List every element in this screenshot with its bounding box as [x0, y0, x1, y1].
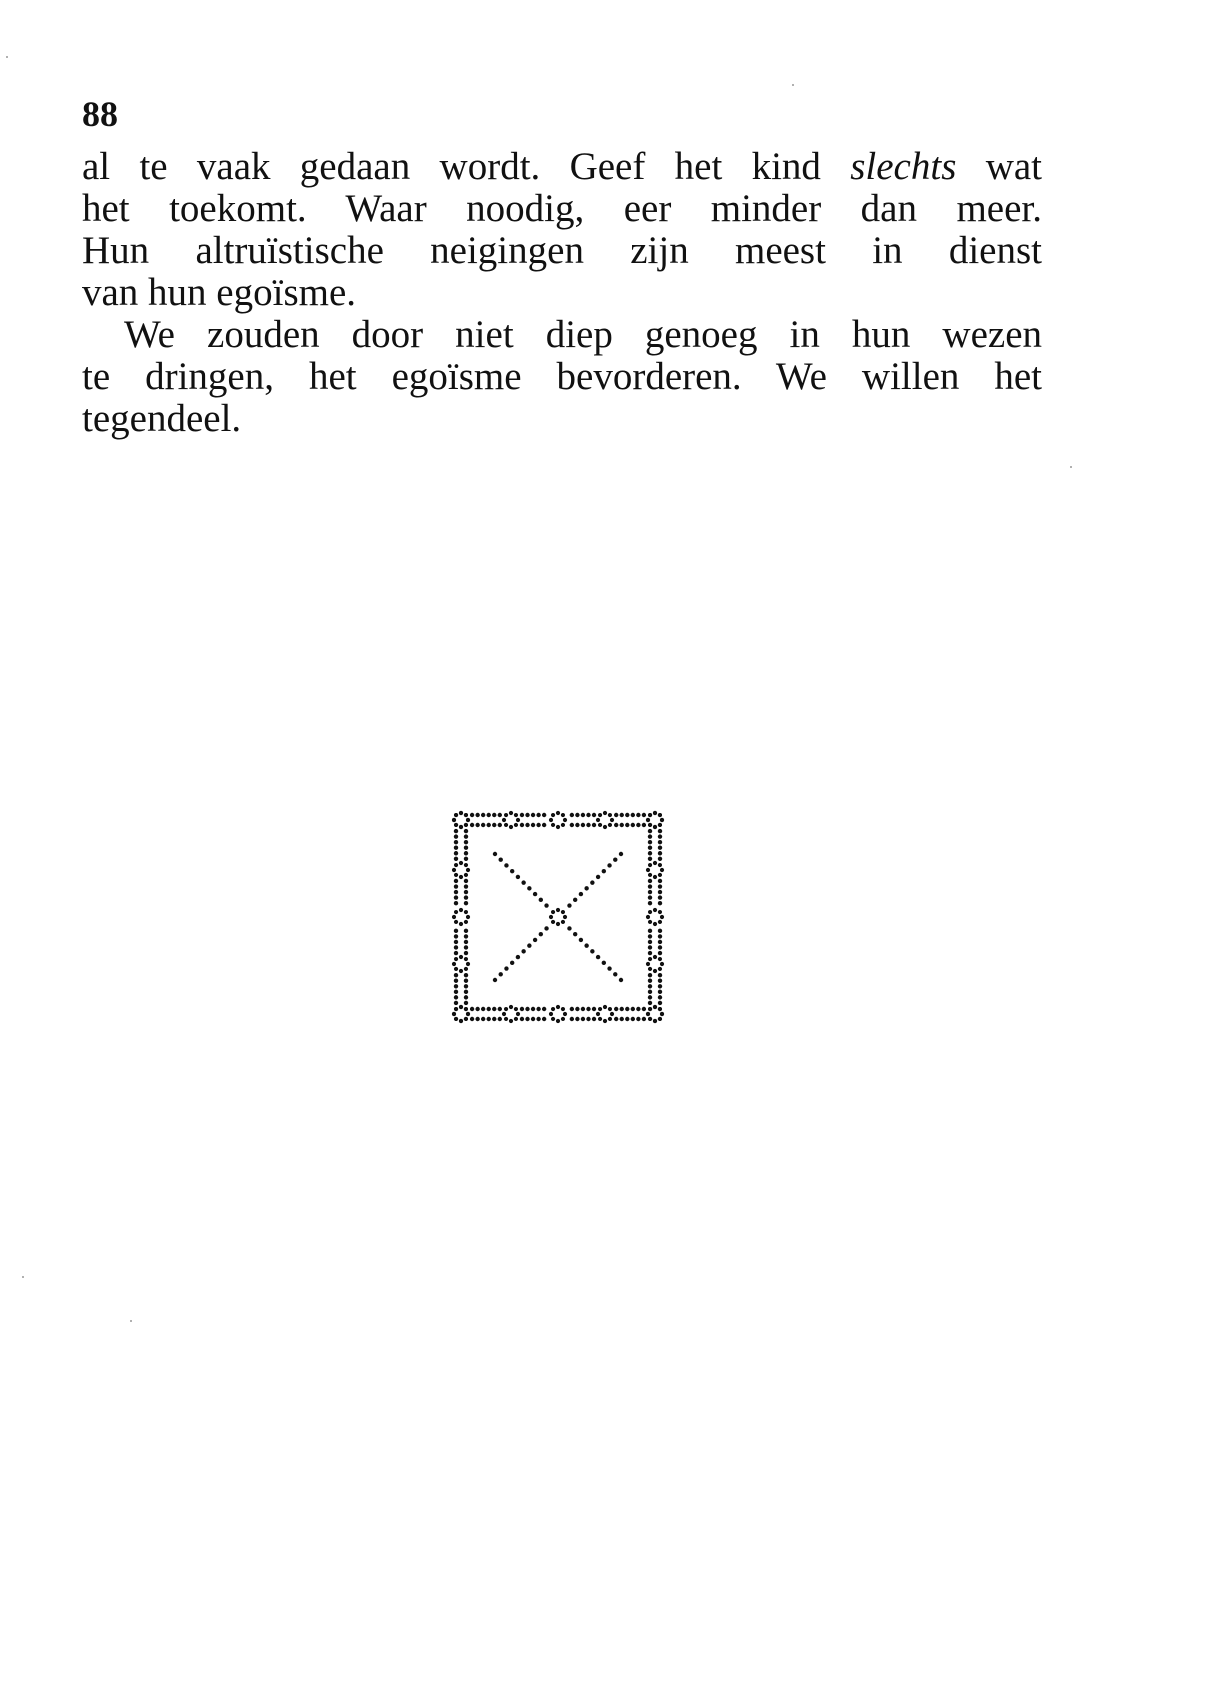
text-line: Hun altruïstische neigingen zijn meest in dienst	[82, 229, 1042, 272]
paper-speck	[130, 1320, 132, 1322]
paper-speck	[22, 1276, 24, 1278]
paper-speck	[6, 56, 8, 58]
text-line: tegendeel.	[82, 397, 242, 440]
paper-speck	[792, 84, 794, 86]
emphasis-word: slechts	[850, 145, 957, 188]
page-number: 88	[82, 94, 118, 134]
dotted-square-x-ornament-icon	[449, 808, 667, 1026]
body-text	[82, 146, 1042, 440]
text-line: te dringen, het egoïsme bevorderen. We willen het	[82, 355, 1042, 398]
text-line: al te vaak gedaan wordt. Geef het kind slechts wat	[82, 145, 1042, 188]
text-line: het toekomt. Waar noodig, eer minder dan meer.	[82, 187, 1042, 230]
paper-speck	[1070, 466, 1072, 468]
text-line: We zouden door niet diep genoeg in hun wezen	[124, 313, 1042, 356]
text-line: van hun egoïsme.	[82, 271, 357, 314]
